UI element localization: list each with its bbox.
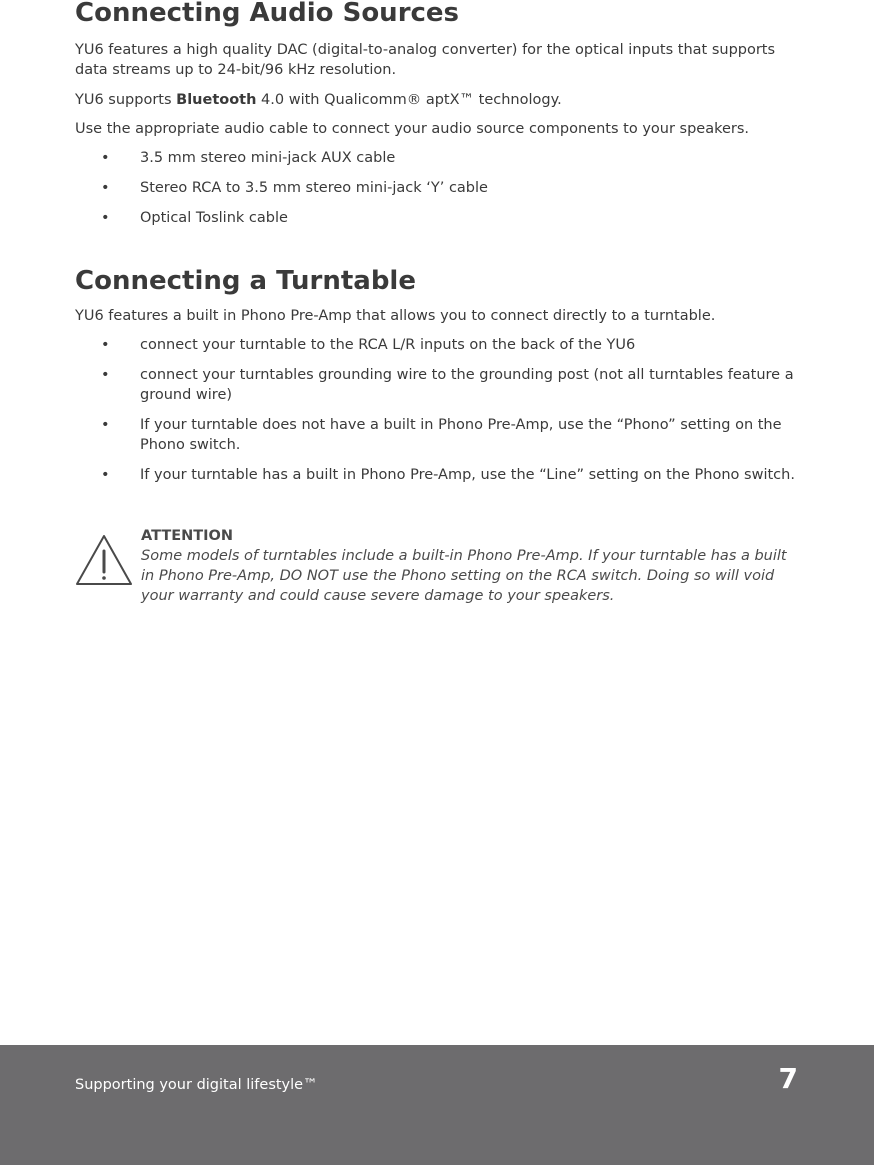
bullet-icon: • [101,150,110,166]
bullet-icon: • [101,180,110,196]
list-item [75,148,795,168]
cable-list [75,148,795,228]
list-item [75,208,795,228]
cable-paragraph: Use the appropriate audio cable to connect your audio source components to your speakers. [75,121,750,137]
list-item-text: Optical Toslink cable [140,210,288,226]
list-item [75,335,795,355]
page-footer [0,1045,874,1165]
turntable-list [75,335,795,485]
list-item-text: If your turntable does not have a built in Phono Pre-Amp, use the “Phono” setting on the Phono switch. [140,417,782,453]
bullet-icon: • [101,367,110,383]
bluetooth-paragraph [75,90,795,110]
attention-body: Some models of turntables include a built-in Phono Pre-Amp. If your turntable has a built in Phono Pre-Amp, DO NOT use the Phono setting on the RCA switch. Doing so will void your warranty and could cause severe damage to your speakers. [141,548,787,604]
warning-triangle-icon [75,534,133,586]
list-item-text: Stereo RCA to 3.5 mm stereo mini-jack ‘Y’ cable [140,180,488,196]
bullet-icon: • [101,417,110,433]
attention-notice [75,526,795,606]
list-item-text: 3.5 mm stereo mini-jack AUX cable [140,150,396,166]
bluetooth-suffix: 4.0 with Qualicomm® aptX™ technology. [256,92,562,108]
list-item-text: If your turntable has a built in Phono Pre-Amp, use the “Line” setting on the Phono switch. [140,467,795,483]
bluetooth-bold: Bluetooth [176,92,257,108]
list-item [75,415,795,455]
list-item [75,365,795,405]
bullet-icon: • [101,467,110,483]
list-item-text: connect your turntables grounding wire to the grounding post (not all turntables feature a ground wire) [140,367,794,403]
attention-text [141,526,791,606]
list-item-text: connect your turntable to the RCA L/R inputs on the back of the YU6 [140,337,636,353]
dac-paragraph: YU6 features a high quality DAC (digital-to-analog converter) for the optical inputs that supports data streams up to 24-bit/96 kHz resolution. [75,42,776,78]
page-content [75,0,795,606]
section-title-audio-sources: Connecting Audio Sources [75,0,460,28]
section-title-turntable: Connecting a Turntable [75,266,416,296]
phono-paragraph: YU6 features a built in Phono Pre-Amp that allows you to connect directly to a turntable. [75,308,716,324]
bullet-icon: • [101,337,110,353]
list-item [75,178,795,198]
bluetooth-prefix: YU6 supports [75,92,177,108]
attention-title: ATTENTION [141,528,233,544]
list-item [75,465,795,485]
page-number: 7 [778,1062,798,1095]
footer-tagline: Supporting your digital lifestyle™ [75,1077,318,1093]
bullet-icon: • [101,210,110,226]
